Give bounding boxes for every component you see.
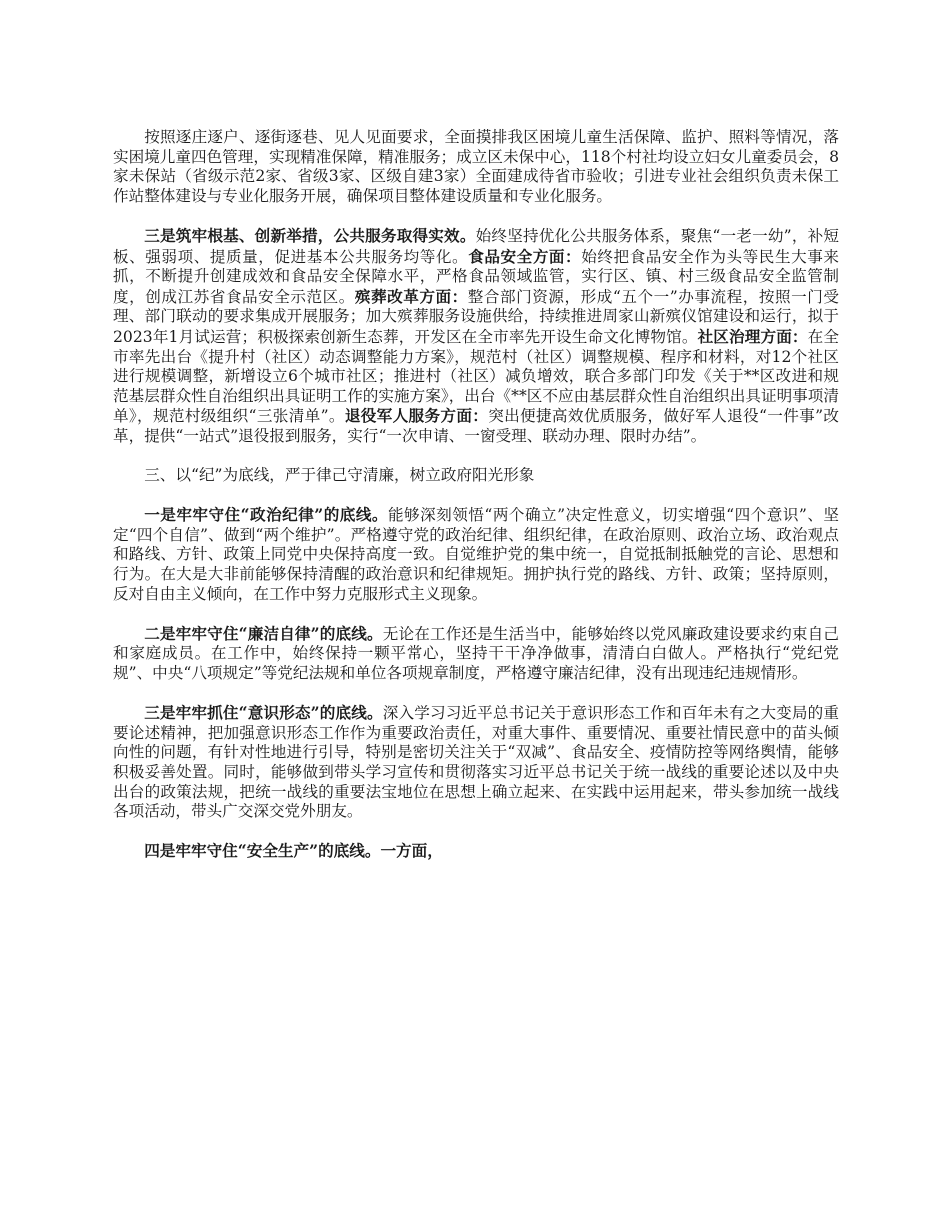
paragraph-heading: 二是牢牢守住“廉洁自律”的底线。 bbox=[144, 623, 383, 643]
paragraph-heading: 一是牢牢守住“政治纪律”的底线。 bbox=[144, 505, 388, 525]
paragraph-text: 在全市率先出台《提升村（社区）动态调整能力方案》，规范村（社区）调整规模、程序和材料，对12个社区进行规模调整，新增设立6个城市社区；推进村（社区）减负增效，联合多部门印发《关于**区改进和规范基层群众性自治组织出具证明工作的实施方案》，出台《**区不应由基层群众性自治组织出具证明事项清单》，规范村级组织“三张清单”。 bbox=[113, 327, 839, 426]
section-label-food-safety: 食品安全方面： bbox=[468, 246, 582, 266]
paragraph-text: 始终把食品安全作为头等民生大事来抓，不断提升创建成效和食品安全保障水平，严格食品领域监管，实行区、镇、村三级食品安全监管制度，创成江苏省食品安全示范区。 bbox=[113, 247, 839, 306]
paragraph bbox=[113, 226, 839, 447]
paragraph bbox=[113, 624, 839, 684]
paragraph-text: 突出便捷高效优质服务，做好军人退役“一件事”改革，提供“一站式”退役报到服务，实行“一次申请、一窗受理、联动办理、限时办结”。 bbox=[113, 407, 839, 445]
paragraph-text: 按照逐庄逐户、逐街逐巷、见人见面要求，全面摸排我区困境儿童生活保障、监护、照料等情况，落实困境儿童四色管理，实现精准保障，精准服务；成立区未保中心，118个村社均设立妇女儿童委员会，8家未保站（省级示范2家、省级3家、区级自建3家）全面建成待省市验收；引进专业社会组织负责未保工作站整体建设与专业化服务开展，确保项目整体建设质量和专业化服务。 bbox=[113, 128, 839, 205]
section-label-funeral-reform: 殡葬改革方面： bbox=[354, 286, 468, 306]
paragraph-heading: 四是牢牢守住“安全生产”的底线。一方面， bbox=[144, 841, 443, 861]
paragraph bbox=[113, 841, 839, 862]
paragraph bbox=[113, 703, 839, 822]
section-heading bbox=[113, 466, 839, 486]
paragraph bbox=[113, 505, 839, 604]
document-page bbox=[113, 128, 839, 882]
section-label-community-governance: 社区治理方面： bbox=[697, 326, 808, 346]
paragraph-text: 无论在工作还是生活当中，能够始终以党风廉政建设要求约束自己和家庭成员。在工作中，始终保持一颗平常心，坚持干干净净做事，清清白白做人。严格执行“党纪党规”、中央“八项规定”等党纪法规和单位各项规章制度，严格遵守廉洁纪律，没有出现违纪违规情形。 bbox=[113, 624, 839, 683]
paragraph-heading: 三是筑牢根基、创新举措，公共服务取得实效。 bbox=[144, 225, 476, 245]
paragraph-text: 能够深刻领悟“两个确立”决定性意义，切实增强“四个意识”、坚定“四个自信”、做到“两个维护”。严格遵守党的政治纪律、组织纪律，在政治原则、政治立场、政治观点和路线、方针、政策上同党中央保持高度一致。自觉维护党的集中统一，自觉抵制抵触党的言论、思想和行为。在大是大非前能够保持清醒的政治意识和纪律规矩。拥护执行党的路线、方针、政策；坚持原则，反对自由主义倾向，在工作中努力克服形式主义现象。 bbox=[113, 506, 839, 603]
section-heading-text: 三、以“纪”为底线，严于律己守清廉，树立政府阳光形象 bbox=[144, 466, 535, 485]
paragraph-text: 始终坚持优化公共服务体系，聚焦“一老一幼”，补短板、强弱项、提质量，促进基本公共服务均等化。 bbox=[113, 226, 839, 266]
paragraph bbox=[113, 128, 839, 206]
section-label-veteran-services: 退役军人服务方面： bbox=[344, 406, 489, 426]
paragraph-text: 整合部门资源，形成“五个一”办事流程，按照一门受理、部门联动的要求集成开展服务；加大殡葬服务设施供给，持续推进周家山新殡仪馆建设和运行，拟于2023年1月试运营；积极探索创新生态葬，开发区在全市率先开设生命文化博物馆。 bbox=[113, 287, 839, 346]
paragraph-text: 深入学习习近平总书记关于意识形态工作和百年未有之大变局的重要论述精神，把加强意识形态工作作为重要政治责任，对重大事件、重要情况、重要社情民意中的苗头倾向性的问题，有针对性地进行引导，特别是密切关注关于“双减”、食品安全、疫情防控等网络舆情，能够积极妥善处置。同时，能够做到带头学习宣传和贯彻落实习近平总书记关于统一战线的重要论述以及中央出台的政策法规，把统一战线的重要法宝地位在思想上确立起来、在实践中运用起来，带头参加统一战线各项活动，带头广交深交党外朋友。 bbox=[113, 704, 839, 821]
paragraph-heading: 三是牢牢抓住“意识形态”的底线。 bbox=[144, 703, 383, 723]
